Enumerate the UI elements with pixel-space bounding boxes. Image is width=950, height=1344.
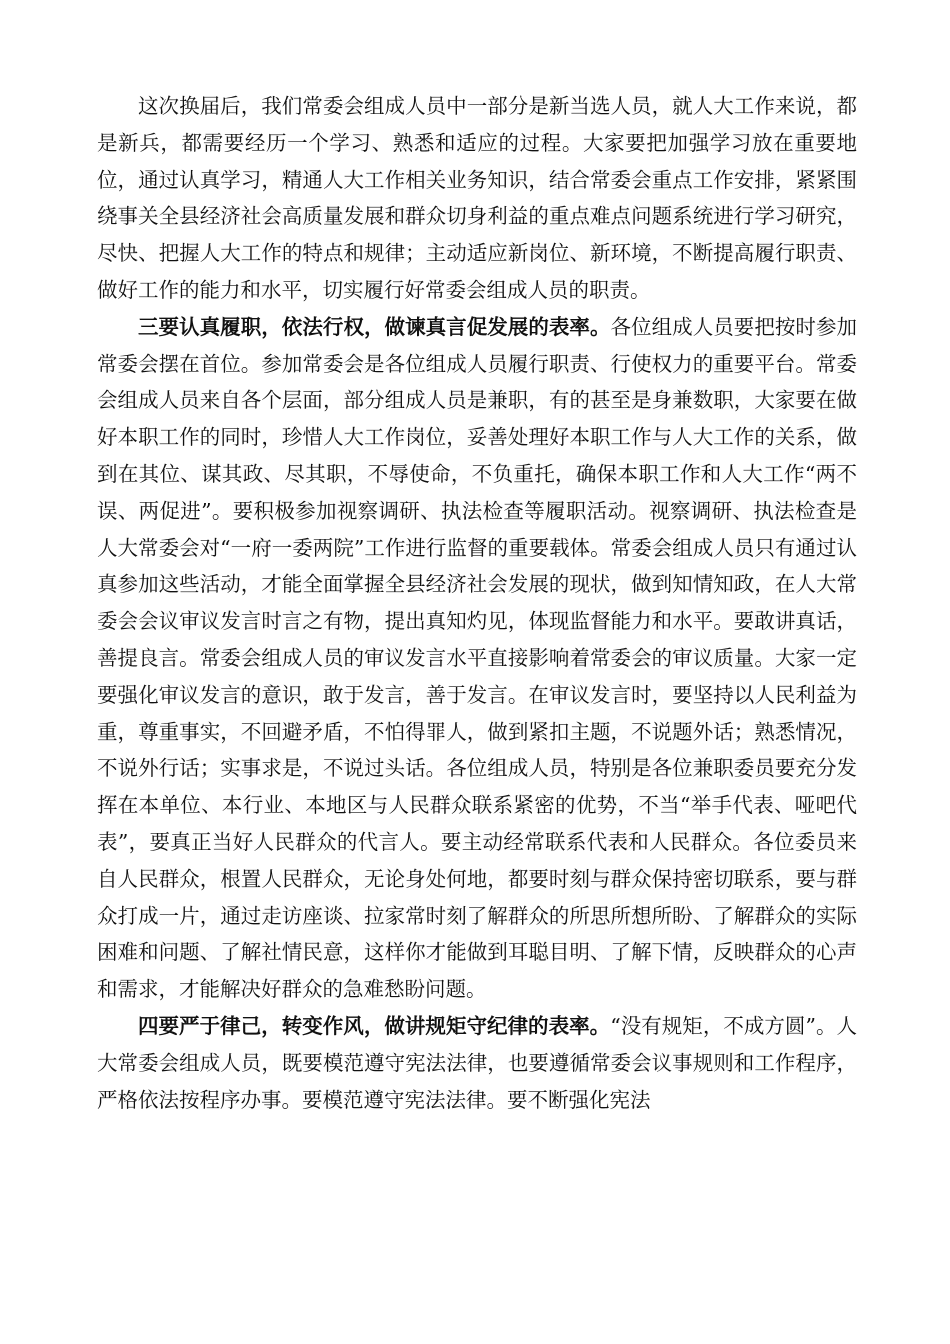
document-body [97,88,857,1118]
paragraph-lead: 三要认真履职，依法行权，做谏真言促发展的表率。 [138,314,611,339]
paragraph-duty [97,309,857,1008]
paragraph-discipline [97,1008,857,1118]
paragraph-text: “没有规矩，不成方圆”。人大常委会组成人员，既要模范遵守宪法法律，也要遵循常委会议事规则和工作程序，严格依法按程序办事。要模范遵守宪法法律。要不断强化宪法 [97,1013,858,1112]
paragraph-lead: 四要严于律己，转变作风，做讲规矩守纪律的表率。 [138,1013,611,1038]
paragraph-text: 这次换届后，我们常委会组成人员中一部分是新当选人员，就人大工作来说，都是新兵，都需要经历一个学习、熟悉和适应的过程。大家要把加强学习放在重要地位，通过认真学习，精通人大工作相关业务知识，结合常委会重点工作安排，紧紧围绕事关全县经济社会高质量发展和群众切身利益的重点难点问题系统进行学习研究，尽快、把握人大工作的特点和规律；主动适应新岗位、新环境，不断提高履行职责、做好工作的能力和水平，切实履行好常委会组成人员的职责。 [97,94,857,302]
paragraph-study [97,88,857,309]
paragraph-text: 各位组成人员要把按时参加常委会摆在首位。参加常委会是各位组成人员履行职责、行使权力的重要平台。常委会组成人员来自各个层面，部分组成人员是兼职，有的甚至是身兼数职，大家要在做好本职工作的同时，珍惜人大工作岗位，妥善处理好本职工作与人大工作的关系，做到在其位、谋其政、尽其职，不辱使命，不负重托，确保本职工作和人大工作“两不误、两促进”。要积极参加视察调研、执法检查等履职活动。视察调研、执法检查是人大常委会对“一府一委两院”工作进行监督的重要载体。常委会组成人员只有通过认真参加这些活动，才能全面掌握全县经济社会发展的现状，做到知情知政，在人大常委会会议审议发言时言之有物，提出真知灼见，体现监督能力和水平。要敢讲真话，善提良言。常委会组成人员的审议发言水平直接影响着常委会的审议质量。大家一定要强化审议发言的意识，敢于发言，善于发言。在审议发言时，要坚持以人民利益为重，尊重事实，不回避矛盾，不怕得罪人，做到紧扣主题，不说题外话；熟悉情况，不说外行话；实事求是，不说过头话。各位组成人员，特别是各位兼职委员要充分发挥在本单位、本行业、本地区与人民群众联系紧密的优势，不当“举手代表、哑吧代表”，要真正当好人民群众的代言人。要主动经常联系代表和人民群众。各位委员来自人民群众，根置人民群众，无论身处何地，都要时刻与群众保持密切联系，要与群众打成一片，通过走访座谈、拉家常时刻了解群众的所思所想所盼、了解群众的实际困难和问题、了解社情民意，这样你才能做到耳聪目明、了解下情，反映群众的心声和需求，才能解决好群众的急难愁盼问题。 [97,314,858,1002]
